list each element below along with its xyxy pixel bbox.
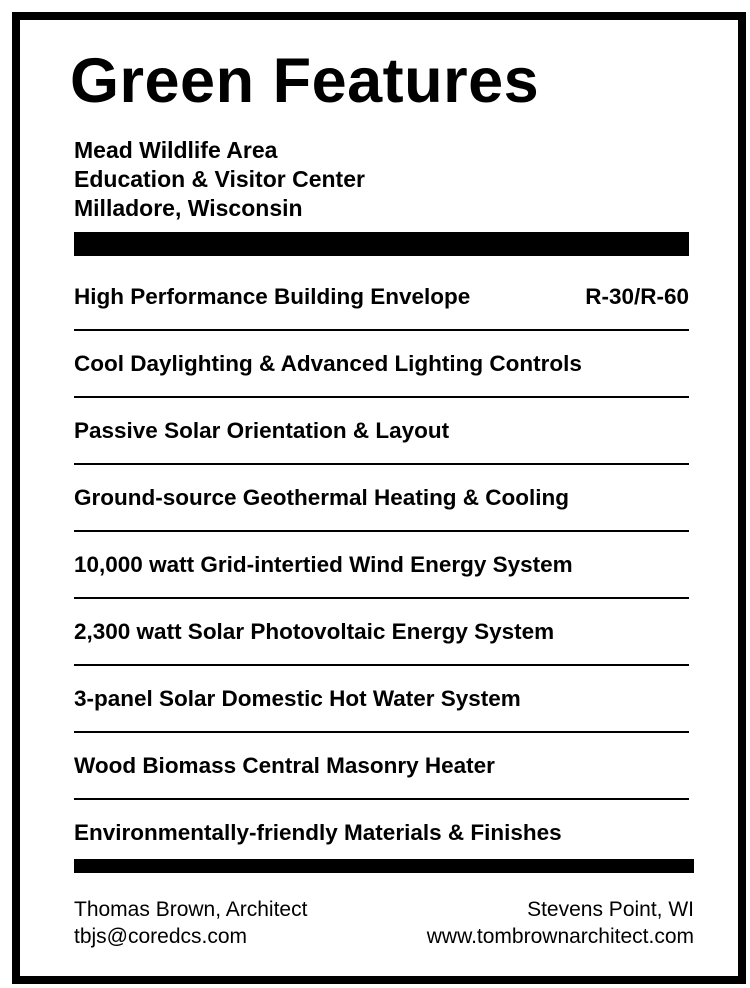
feature-item: [74, 532, 689, 599]
architect-location: Stevens Point, WI: [527, 898, 694, 921]
feature-label: Environmentally-friendly Materials & Finishes: [74, 820, 562, 845]
feature-item: [74, 733, 689, 800]
footer-contact: [74, 896, 307, 950]
feature-item: [74, 331, 689, 398]
feature-label: Wood Biomass Central Masonry Heater: [74, 753, 495, 778]
project-name: Mead Wildlife Area: [74, 137, 278, 163]
feature-label: High Performance Building Envelope: [74, 284, 471, 309]
footer-address: [427, 896, 694, 950]
feature-item: [74, 465, 689, 532]
feature-item: [74, 264, 689, 331]
bottom-divider-bar: [74, 859, 694, 873]
feature-item: [74, 800, 689, 867]
feature-list: [74, 264, 689, 867]
feature-item: [74, 398, 689, 465]
feature-label: 2,300 watt Solar Photovoltaic Energy System: [74, 619, 555, 644]
architect-website: www.tombrownarchitect.com: [426, 925, 694, 948]
feature-value: R-30/R-60: [585, 284, 689, 309]
feature-label: Ground-source Geothermal Heating & Cooling: [74, 485, 570, 510]
architect-email: tbjs@coredcs.com: [74, 925, 248, 948]
project-location: Milladore, Wisconsin: [74, 195, 303, 221]
project-building: Education & Visitor Center: [74, 166, 365, 192]
feature-label: Cool Daylighting & Advanced Lighting Controls: [74, 351, 582, 376]
page-title: Green Features: [70, 46, 540, 116]
project-info: [74, 136, 365, 223]
feature-item: [74, 599, 689, 666]
top-divider-bar: [74, 232, 689, 256]
feature-label: 3-panel Solar Domestic Hot Water System: [74, 686, 521, 711]
feature-label: 10,000 watt Grid-intertied Wind Energy System: [74, 552, 573, 577]
document-frame: [12, 12, 746, 984]
architect-name: Thomas Brown, Architect: [74, 898, 308, 921]
feature-label: Passive Solar Orientation & Layout: [74, 418, 450, 443]
feature-item: [74, 666, 689, 733]
